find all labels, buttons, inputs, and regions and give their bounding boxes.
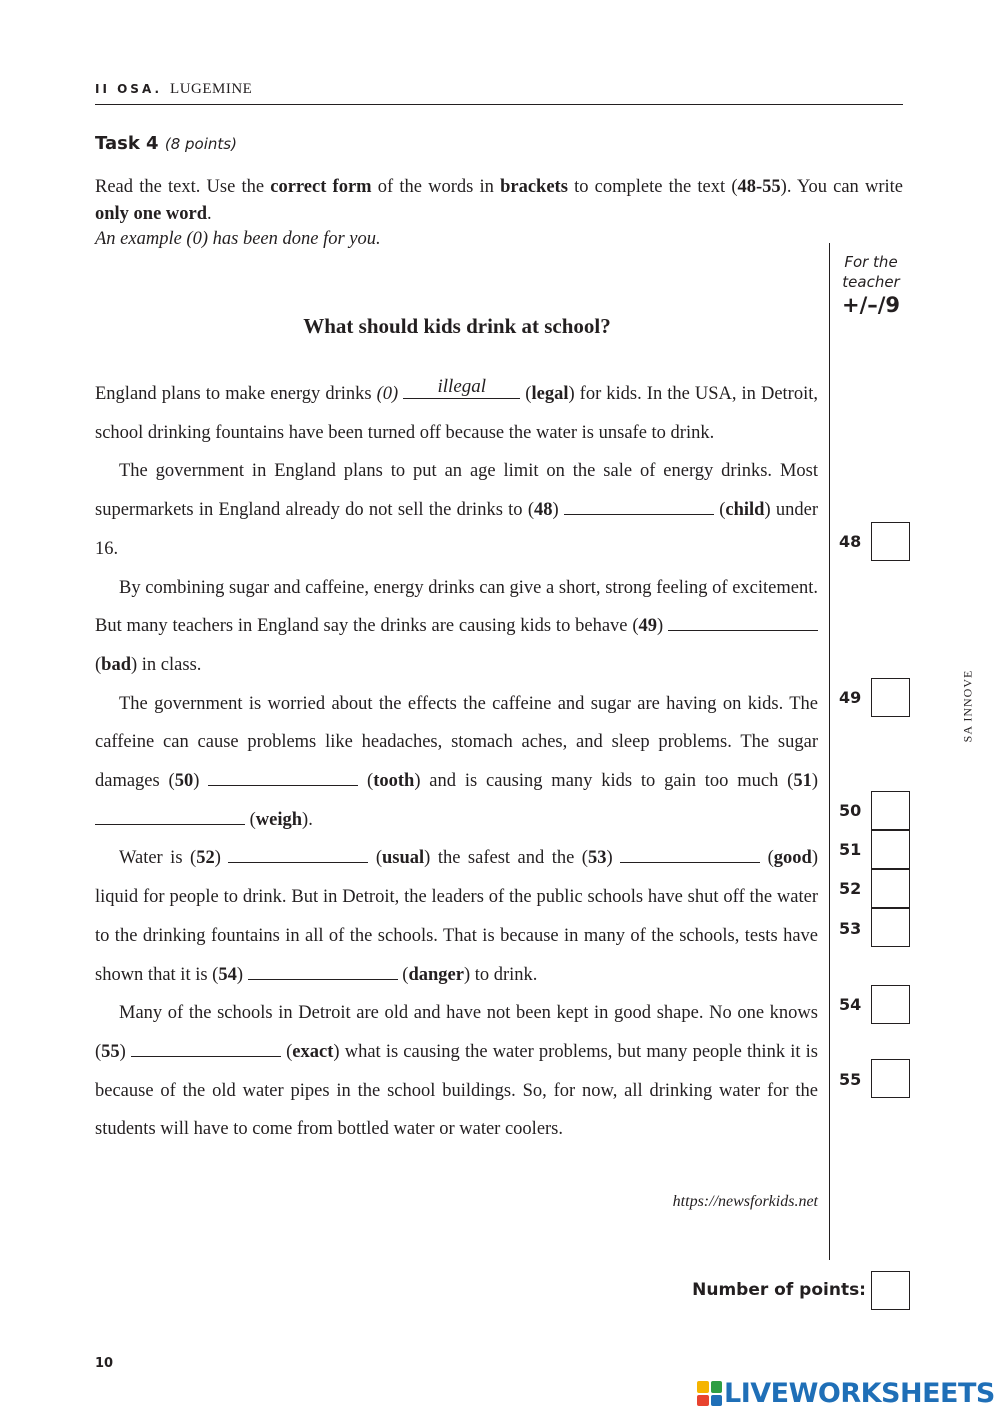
story-title: What should kids drink at school?: [303, 314, 611, 338]
question-number-51: 51: [839, 840, 862, 859]
score-box-52[interactable]: [871, 869, 910, 908]
source-link: https://newsforkids.net: [672, 1193, 818, 1210]
story-text: [95, 375, 818, 1149]
example-blank: [403, 376, 520, 399]
liveworksheets-brand[interactable]: [697, 1378, 995, 1409]
teacher-score-panel: [834, 252, 908, 318]
score-box-50[interactable]: [871, 791, 910, 830]
score-box-54[interactable]: [871, 985, 910, 1024]
word-hint: child: [725, 500, 765, 521]
task-label: Task 4: [95, 133, 159, 154]
word-hint: legal: [531, 384, 569, 404]
answer-blank-55[interactable]: [131, 1040, 281, 1057]
task-points: (8 points): [164, 135, 237, 153]
word-hint: usual: [382, 848, 425, 869]
liveworksheets-logo-icon: [697, 1381, 722, 1406]
answer-blank-49[interactable]: [668, 614, 818, 631]
section-title: LUGEMINE: [170, 81, 253, 97]
page-number: 10: [95, 1356, 114, 1371]
word-hint: weigh: [255, 809, 303, 830]
score-box-48[interactable]: [871, 522, 910, 561]
score-box-53[interactable]: [871, 908, 910, 947]
paragraph-2: The government in England plans to put an age limit on the sale of energy drinks. Most supermarkets in England already do not sell the drinks to (48) (child) under 16.: [95, 461, 819, 559]
score-box-55[interactable]: [871, 1059, 910, 1098]
answer-blank-48[interactable]: [564, 498, 714, 515]
brand-name: LIVEWORKSHEETS: [724, 1378, 995, 1409]
paragraph-4: The government is worried about the effects the caffeine and sugar are having on kids. The caffeine can cause problems like headaches, stomach aches, and sleep problems. The sugar damages (50) (tooth) and is causing many kids to gain too much (51) (weigh).: [95, 693, 818, 830]
question-number-50: 50: [839, 801, 862, 820]
word-hint: exact: [292, 1041, 334, 1062]
answer-blank-53[interactable]: [620, 846, 760, 863]
total-points-box[interactable]: [871, 1271, 910, 1310]
question-number-52: 52: [839, 879, 862, 898]
instructions: Read the text. Use the correct form of the words in brackets to complete the text (48-55). You can write only one word.: [95, 177, 903, 224]
score-box-49[interactable]: [871, 678, 910, 717]
word-hint: tooth: [373, 771, 415, 792]
paragraph-1: England plans to make energy drinks (0) illegal (legal) for kids. In the USA, in Detroit, school drinking fountains have been turned off because the water is unsafe to drink.: [95, 375, 818, 452]
question-number-53: 53: [839, 919, 862, 938]
question-number-49: 49: [839, 688, 862, 707]
word-hint: danger: [408, 964, 464, 985]
answer-blank-51[interactable]: [95, 808, 245, 825]
example-note: An example (0) has been done for you.: [95, 229, 381, 249]
points-label: Number of points:: [692, 1280, 866, 1300]
side-publisher-text: SA INNOVE: [960, 669, 975, 743]
example-answer: illegal: [437, 376, 487, 397]
question-number-55: 55: [839, 1070, 862, 1089]
answer-blank-52[interactable]: [228, 846, 368, 863]
answer-blank-54[interactable]: [248, 963, 398, 980]
teacher-label-line1: For the: [844, 253, 898, 271]
section-part: II OSA.: [95, 82, 163, 96]
answer-blank-50[interactable]: [208, 769, 358, 786]
teacher-score: +/–/9: [841, 293, 901, 317]
word-hint: bad: [101, 654, 131, 675]
paragraph-5: Water is (52) (usual) the safest and the (53) (good) liquid for people to drink. But in Detroit, the leaders of the public schools have shut off the water to the drinking fountains in all of the schools. That is because in many of the schools, tests have shown that it is (54) (danger) to drink.: [95, 848, 818, 985]
score-box-51[interactable]: [871, 830, 910, 869]
question-number-48: 48: [839, 532, 862, 551]
paragraph-6: Many of the schools in Detroit are old and have not been kept in good shape. No one knows (55) (exact) what is causing the water problems, but many people think it is because of the old water pipes in the school buildings. So, for now, all drinking water for the students will have to come from bottled water or water coolers.: [95, 1003, 818, 1140]
paragraph-3: By combining sugar and caffeine, energy drinks can give a short, strong feeling of excitement. But many teachers in England say the drinks are causing kids to behave (49) (bad) in class.: [95, 577, 818, 675]
word-hint: good: [773, 848, 812, 869]
teacher-column-divider: [829, 243, 830, 1260]
question-number-54: 54: [839, 995, 862, 1014]
teacher-label-line2: teacher: [842, 273, 900, 291]
page-header: [95, 80, 903, 105]
task-title: [95, 133, 237, 154]
